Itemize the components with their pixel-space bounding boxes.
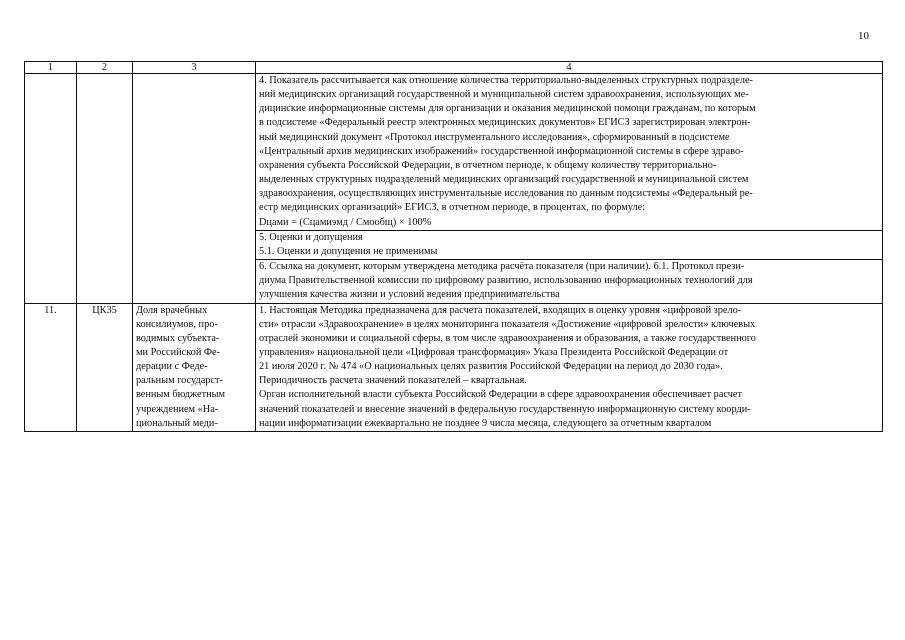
assessment-block — [256, 231, 882, 260]
table-row — [25, 303, 883, 431]
text-line: ный медицинский документ «Протокол инструментального исследования», сформированный в подсистеме — [259, 131, 730, 143]
methodology-table — [24, 61, 883, 432]
text-line: консилиумов, про- — [136, 318, 218, 330]
text-line: диума Правительственной комиссии по цифровому развитию, использованию информационных технологий для — [259, 275, 753, 287]
text-line: улучшения качества жизни и условий ведения предпринимательства — [259, 289, 560, 301]
text-line: охранения субъекта Российской Федерации, в отчетном периоде, к общему количеству территориально- — [259, 159, 717, 171]
text-line: 4. Показатель рассчитывается как отношение количества территориально-выделенных структурных подразделе- — [259, 75, 753, 86]
text-line: дицинские информационные системы для организации и оказания медицинской помощи гражданам, по которым — [259, 103, 756, 115]
row-11-name — [133, 303, 256, 431]
row-cont-num — [25, 74, 77, 304]
header-col-3: 3 — [133, 62, 256, 74]
header-col-2: 2 — [77, 62, 133, 74]
header-col-4: 4 — [256, 62, 883, 74]
text-line: 1. Настоящая Методика предназначена для расчета показателей, входящих в оценку уровня «цифровой зрело- — [259, 304, 742, 316]
text-line: выделенных структурных подразделений медицинских организаций государственной и муниципальной систем — [259, 174, 749, 186]
text-line: Доля врачебных — [136, 304, 208, 316]
text-line: сти» отрасли «Здравоохранение» в целях мониторинга показателя «Достижение «цифровой зрелости» ключевых — [259, 318, 756, 330]
text-line: 21 июля 2020 г. № 474 «О национальных целях развития Российской Федерации на период до 2030 года». — [259, 361, 723, 373]
formula-line: Dцами = (Сцамиэмд / Смообщ) × 100% — [259, 216, 432, 228]
header-col-1: 1 — [25, 62, 77, 74]
text-line: дерации с Феде- — [136, 361, 208, 373]
text-line: венным бюджетным — [136, 389, 226, 401]
text-line: 5.1. Оценки и допущения не применимы — [259, 245, 438, 257]
text-line: нации информатизации ежеквартально не позднее 9 числа месяца, следующего за отчетным кварталом — [259, 417, 712, 429]
row-11-num: 11. — [25, 303, 77, 431]
row-11-method — [256, 303, 883, 431]
text-line: Орган исполнительной власти субъекта Российской Федерации в сфере здравоохранения обеспечивает расчет — [259, 389, 742, 401]
page-number: 10 — [858, 30, 869, 42]
text-line: водимых субъекта- — [136, 332, 220, 344]
text-line: 6. Ссылка на документ, которым утверждена методика расчёта показателя (при наличии). 6.1. Протокол прези- — [259, 261, 745, 273]
row-cont-name — [133, 74, 256, 304]
text-line: «Центральный архив медицинских изображений» государственной информационной системы в сфере здраво- — [259, 145, 744, 157]
reference-block — [256, 260, 882, 302]
text-line: 5. Оценки и допущения — [259, 231, 363, 243]
text-line: значений показателей и внесение значений в федеральную государственную информационную систему коорди- — [259, 403, 751, 415]
text-line: здравоохранения, осуществляющих инструментальные исследования по данным подсистемы «Федеральный ре- — [259, 188, 753, 200]
table-row — [25, 74, 883, 304]
text-line: естр медицинских организаций» ЕГИСЗ, в отчетном периоде, в процентах, по формуле: — [259, 202, 646, 214]
text-line: ральным государст- — [136, 375, 223, 387]
text-line: циональный меди- — [136, 417, 218, 429]
text-line: управления» национальной цели «Цифровая трансформация» Указа Президента Российской Федерации от — [259, 346, 729, 358]
row-cont-method — [256, 74, 883, 304]
text-line: в подсистеме «Федеральный реестр электронных медицинских документов» ЕГИСЗ зарегистрирован электрон- — [259, 117, 751, 129]
row-11-code: ЦК35 — [77, 303, 133, 431]
text-line: учреждением «На- — [136, 403, 219, 415]
text-line: ми Российской Фе- — [136, 346, 221, 358]
text-line: Периодичность расчета значений показателей – квартальная. — [259, 375, 527, 387]
text-line: ний медицинских организаций государственной и муниципальной систем здравоохранения, использующих ме- — [259, 89, 749, 101]
text-line: отраслей экономики и социальной сферы, в том числе здравоохранения и образования, а также государственного — [259, 332, 756, 344]
row-cont-code — [77, 74, 133, 304]
table-header-row — [25, 62, 883, 74]
formula-block — [256, 74, 882, 231]
